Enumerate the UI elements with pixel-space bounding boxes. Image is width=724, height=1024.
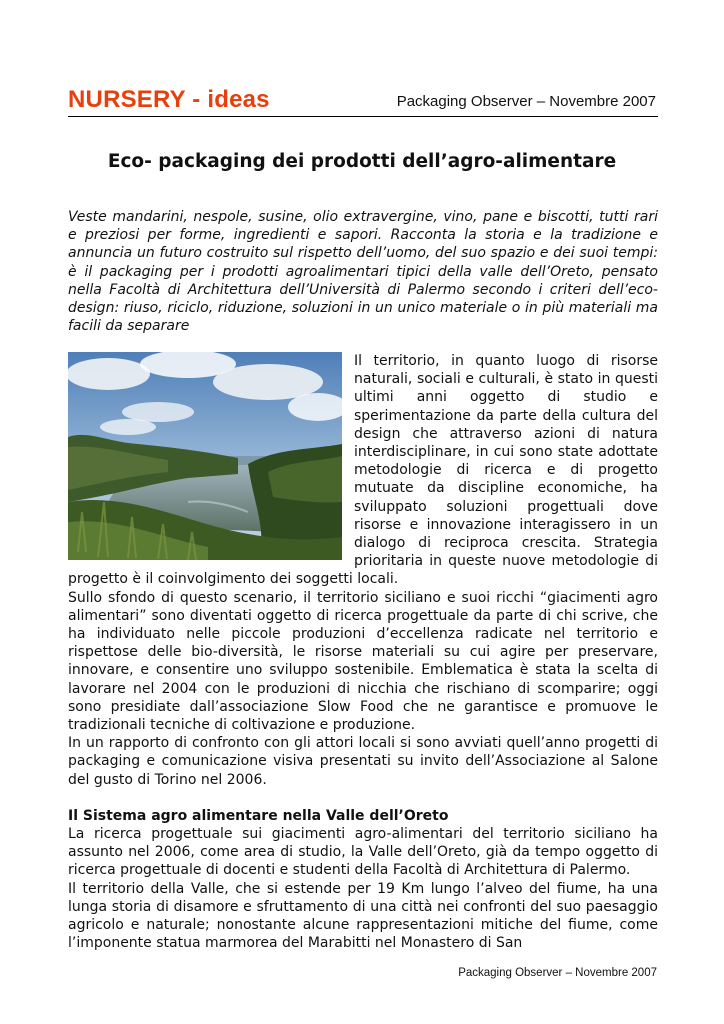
page-header bbox=[68, 86, 658, 117]
brand-title: NURSERY - ideas bbox=[68, 86, 270, 113]
article-title: Eco- packaging dei prodotti dell’agro-alimentare bbox=[107, 151, 617, 172]
river-landscape-photo bbox=[68, 352, 342, 560]
page-footer: Packaging Observer – Novembre 2007 bbox=[458, 967, 657, 979]
section-paragraph-1: La ricerca progettuale sui giacimenti agro-alimentari del territorio siciliano ha assunto nel 2006, come area di studio, la Valle dell’Oreto, già da tempo oggetto di ricerca progettuale di docenti e studenti della Facoltà di Architettura di Palermo. bbox=[68, 826, 658, 879]
section-paragraph-2: Il territorio della Valle, che si estende per 19 Km lungo l’alveo del fiume, ha una lunga storia di disamore e sfruttamento di una città nei confronti del suo paesaggio agricolo e naturale; nonostante alcune rappresentazioni mitiche del fiume, come l’imponente statua marmorea del Marabitti nel Monastero di San bbox=[68, 880, 658, 952]
body-paragraph-1: Il territorio, in quanto luogo di risorse naturali, sociali e culturali, è stato in questi ultimi anni oggetto di studio e sperimentazione da parte della cultura del design che attraverso azioni di natura interdisciplinare, in cui sono state adottate metodologie di ricerca e di progetto mutuate da discipline economiche, ha sviluppato soluzioni progettuali dove risorse e innovazione interagissero in un dialogo di reciproca crescita. Strategia prioritaria in queste nuove metodologie di progetto è il coinvolgimento dei soggetti locali. bbox=[68, 353, 658, 588]
body-paragraph-3: In un rapporto di confronto con gli attori locali si sono avviati quell’anno progetti di packaging e comunicazione visiva presentati su invito dell’Associazione al Salone del gusto di Torino nel 2006. bbox=[68, 735, 658, 788]
body-paragraph-2: Sullo sfondo di questo scenario, il territorio siciliano e suoi ricchi “giacimenti agro alimentari” sono diventati oggetto di ricerca progettuale da parte di chi scrive, che ha individuato nelle piccole produzioni d’eccellenza radicate nel territorio e rispettose delle bio-diversità, le risorse materiali su cui agire per preservare, innovare, e consentire uno sviluppo sostenibile. Emblematica è stata la scelta di lavorare nel 2004 con le produzioni di nicchia che rischiano di scomparire; oggi sono presidiate dall’associazione Slow Food che ne garantisce e promuove le tradizionali tecniche di coltivazione e produzione. bbox=[68, 589, 658, 734]
article-body bbox=[68, 352, 658, 953]
publication-source: Packaging Observer – Novembre 2007 bbox=[396, 93, 656, 110]
section-heading: Il Sistema agro alimentare nella Valle dell’Oreto bbox=[68, 807, 449, 824]
article-lead: Veste mandarini, nespole, susine, olio extravergine, vino, pane e biscotti, tutti rari e preziosi per forme, ingredienti e sapori. Racconta la storia e la tradizione e annuncia un futuro costruito sul rispetto dell’uomo, del suo spazio e dei suoi tempi: è il packaging per i prodotti agroalimentari tipici della valle dell’Oreto, pensato nella Facoltà di Architettura dell’Università di Palermo secondo i criteri dell’eco-design: riuso, riciclo, riduzione, soluzioni in un unico materiale o in più materiali ma facili da separare bbox=[68, 209, 658, 335]
